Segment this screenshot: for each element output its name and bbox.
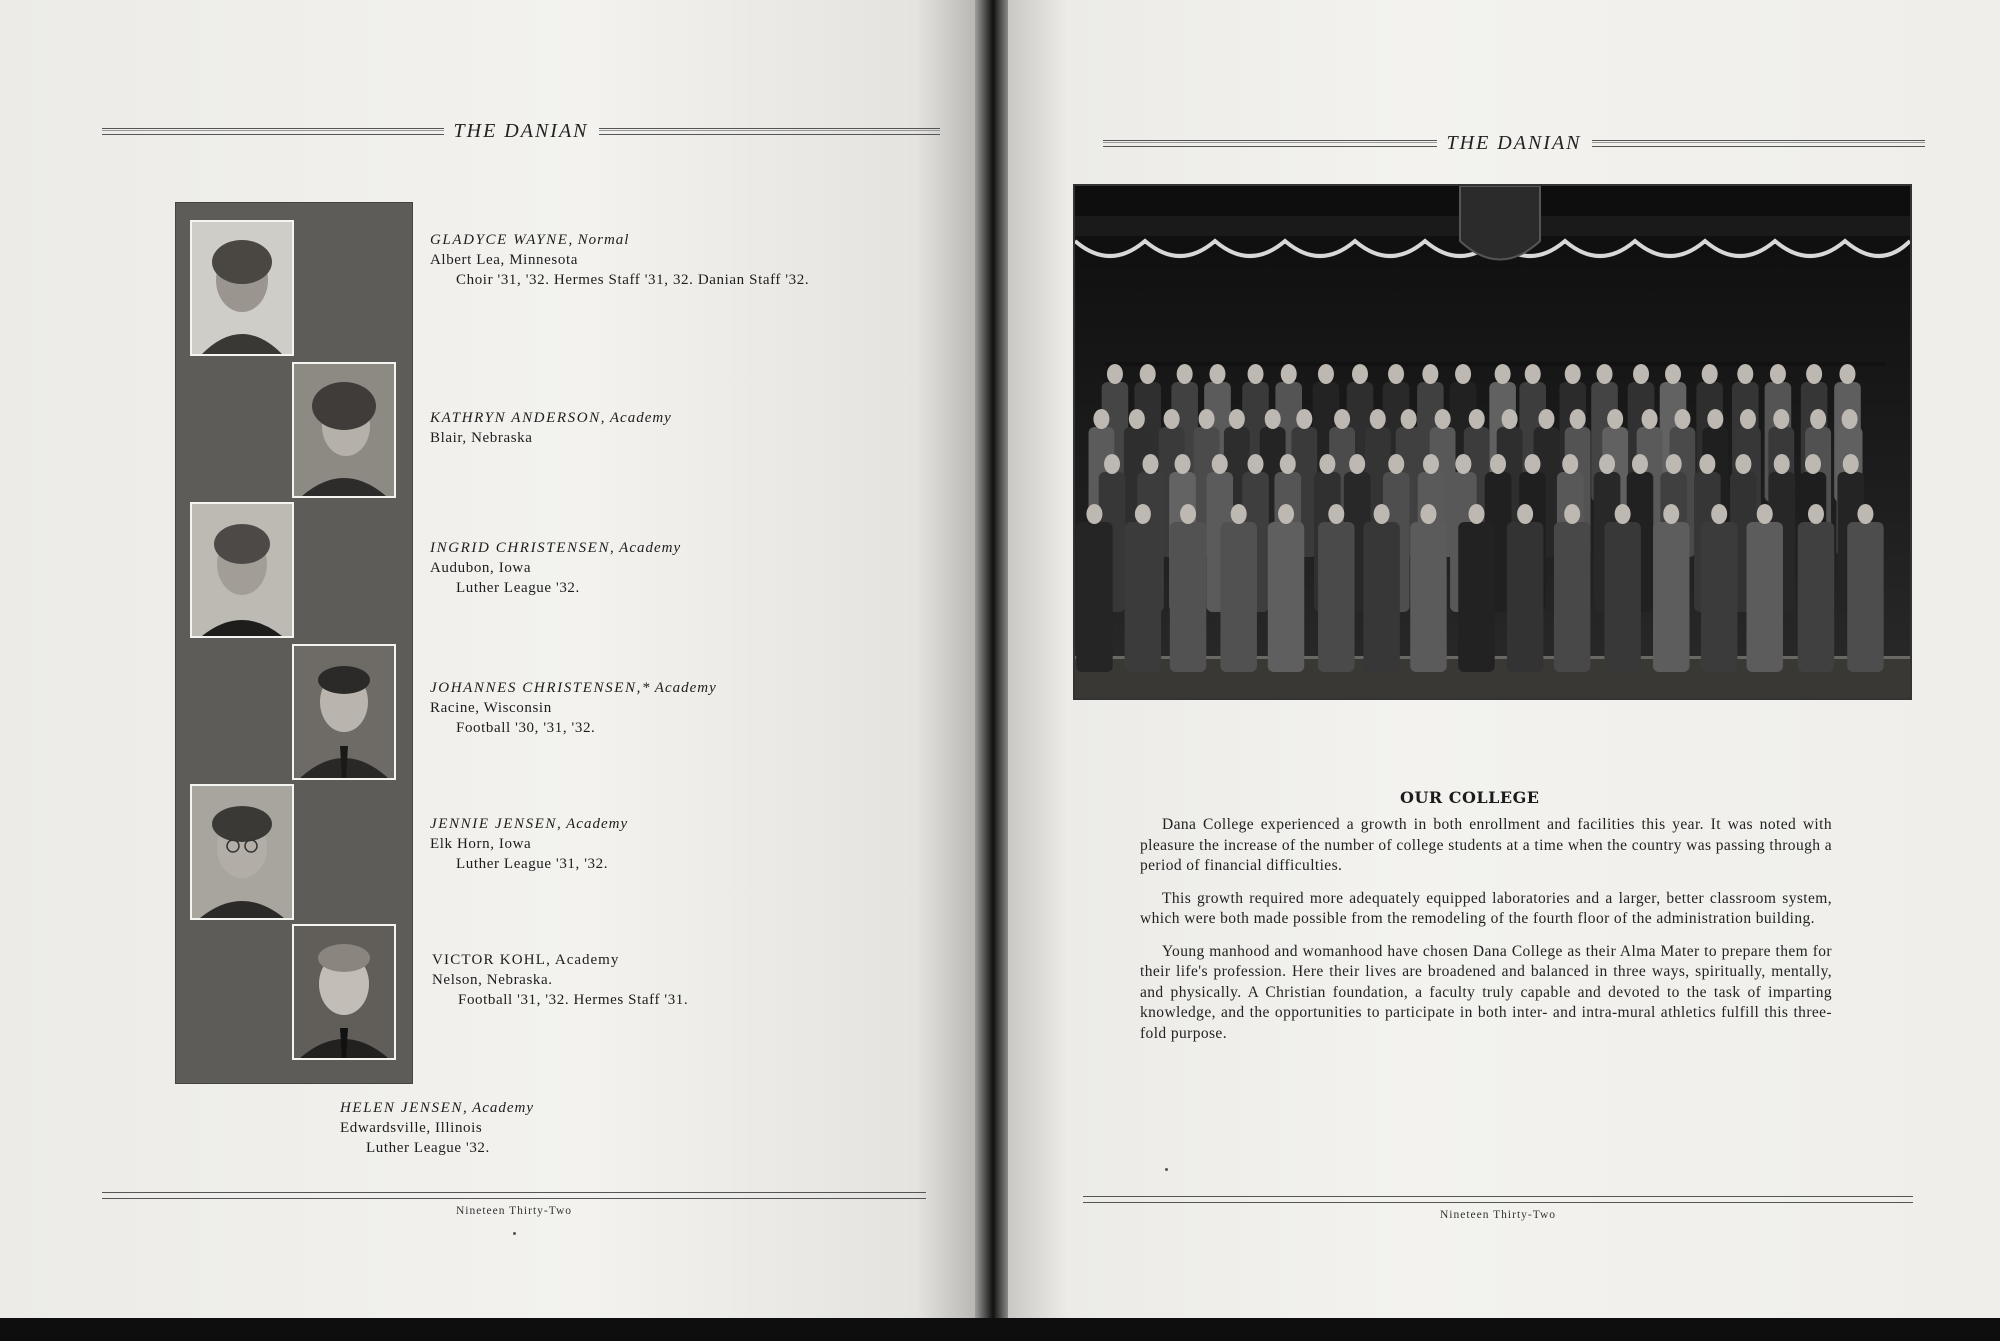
right-footer (1083, 1196, 1913, 1221)
student-role: Academy (566, 816, 629, 832)
student-activities: Choir '31, '32. Hermes Staff '31, 32. Danian Staff '32. (456, 272, 810, 288)
student-name: INGRID CHRISTENSEN, (430, 540, 616, 556)
student-place: Elk Horn, Iowa (430, 836, 532, 852)
student-name: GLADYCE WAYNE, (430, 232, 574, 248)
portrait-victor-kohl (292, 924, 396, 1060)
right-header-title: THE DANIAN (1446, 132, 1582, 154)
left-footer (102, 1192, 926, 1217)
book-gutter (975, 0, 1008, 1341)
student-role: Academy (554, 952, 620, 968)
header-rule-left (1103, 140, 1437, 147)
left-header (102, 120, 940, 143)
student-role: Academy (654, 680, 717, 696)
bio-johannes-christensen (430, 678, 836, 738)
book-bottom-edge (0, 1318, 2000, 1341)
student-role: Normal (577, 232, 630, 248)
portrait-kathryn-anderson (292, 362, 396, 498)
student-name: HELEN JENSEN, (340, 1100, 469, 1116)
footer-rule (1083, 1196, 1913, 1203)
article-paragraph: This growth required more adequately equipped laboratories and a larger, better classroom system, which were both made possible from the remodeling of the fourth floor of the administration building. (1140, 889, 1832, 927)
student-activities: Football '30, '31, '32. (456, 720, 596, 736)
student-name: JOHANNES CHRISTENSEN,* (430, 680, 652, 696)
bio-gladyce-wayne (430, 230, 876, 290)
bio-kathryn-anderson (430, 408, 672, 448)
article-body (1140, 815, 1832, 1056)
header-rule-right (1592, 140, 1926, 147)
student-activities: Luther League '32. (456, 580, 580, 596)
header-rule-left (102, 128, 444, 135)
portrait-jennie-jensen (190, 784, 294, 920)
student-place: Nelson, Nebraska. (432, 972, 553, 988)
right-footer-text: Nineteen Thirty-Two (1439, 1209, 1557, 1221)
header-rule-right (599, 128, 941, 135)
print-speck (513, 1232, 516, 1235)
student-activities: Luther League '31, '32. (456, 856, 609, 872)
student-activities: Luther League '32. (366, 1140, 490, 1156)
article-paragraph: Dana College experienced a growth in both enrollment and facilities this year. It was noted with pleasure the increase of the number of college students at a time when the country was passing through a period of financial difficulties. (1140, 816, 1832, 874)
student-place: Albert Lea, Minnesota (430, 252, 578, 268)
left-header-title: THE DANIAN (453, 120, 589, 142)
student-role: Academy (472, 1100, 535, 1116)
bio-ingrid-christensen (430, 538, 836, 598)
left-page (0, 0, 975, 1341)
student-role: Academy (619, 540, 682, 556)
student-role: Academy (609, 410, 672, 426)
student-activities: Football '31, '32. Hermes Staff '31. (458, 992, 689, 1008)
bio-helen-jensen (340, 1098, 746, 1158)
print-speck (1165, 1168, 1168, 1171)
student-name: VICTOR KOHL, (432, 952, 552, 968)
student-place: Racine, Wisconsin (430, 700, 552, 716)
article-paragraph: Young manhood and womanhood have chosen Dana College as their Alma Mater to prepare them for their life's profession. Here their lives are broadened and balanced in three ways, spiritually, mentally, and physically. A Christian foundation, a faculty truly capable and devoted to the task of imparting knowledge, and the opportunities to participate in both inter- and intra-mural athletics fulfill this three-fold purpose. (1140, 942, 1832, 1042)
portrait-ingrid-christensen (190, 502, 294, 638)
student-place: Blair, Nebraska (430, 430, 533, 446)
student-name: KATHRYN ANDERSON, (430, 410, 607, 426)
article-title: OUR COLLEGE (1400, 788, 1540, 807)
student-place: Audubon, Iowa (430, 560, 532, 576)
portrait-gladyce-wayne (190, 220, 294, 356)
group-photo (1073, 184, 1912, 700)
footer-rule (102, 1192, 926, 1199)
bio-victor-kohl (432, 950, 878, 1010)
right-header (1103, 132, 1925, 155)
bio-jennie-jensen (430, 814, 836, 874)
left-footer-text: Nineteen Thirty-Two (455, 1205, 573, 1217)
student-name: JENNIE JENSEN, (430, 816, 563, 832)
portrait-johannes-christensen (292, 644, 396, 780)
student-place: Edwardsville, Illinois (340, 1120, 483, 1136)
